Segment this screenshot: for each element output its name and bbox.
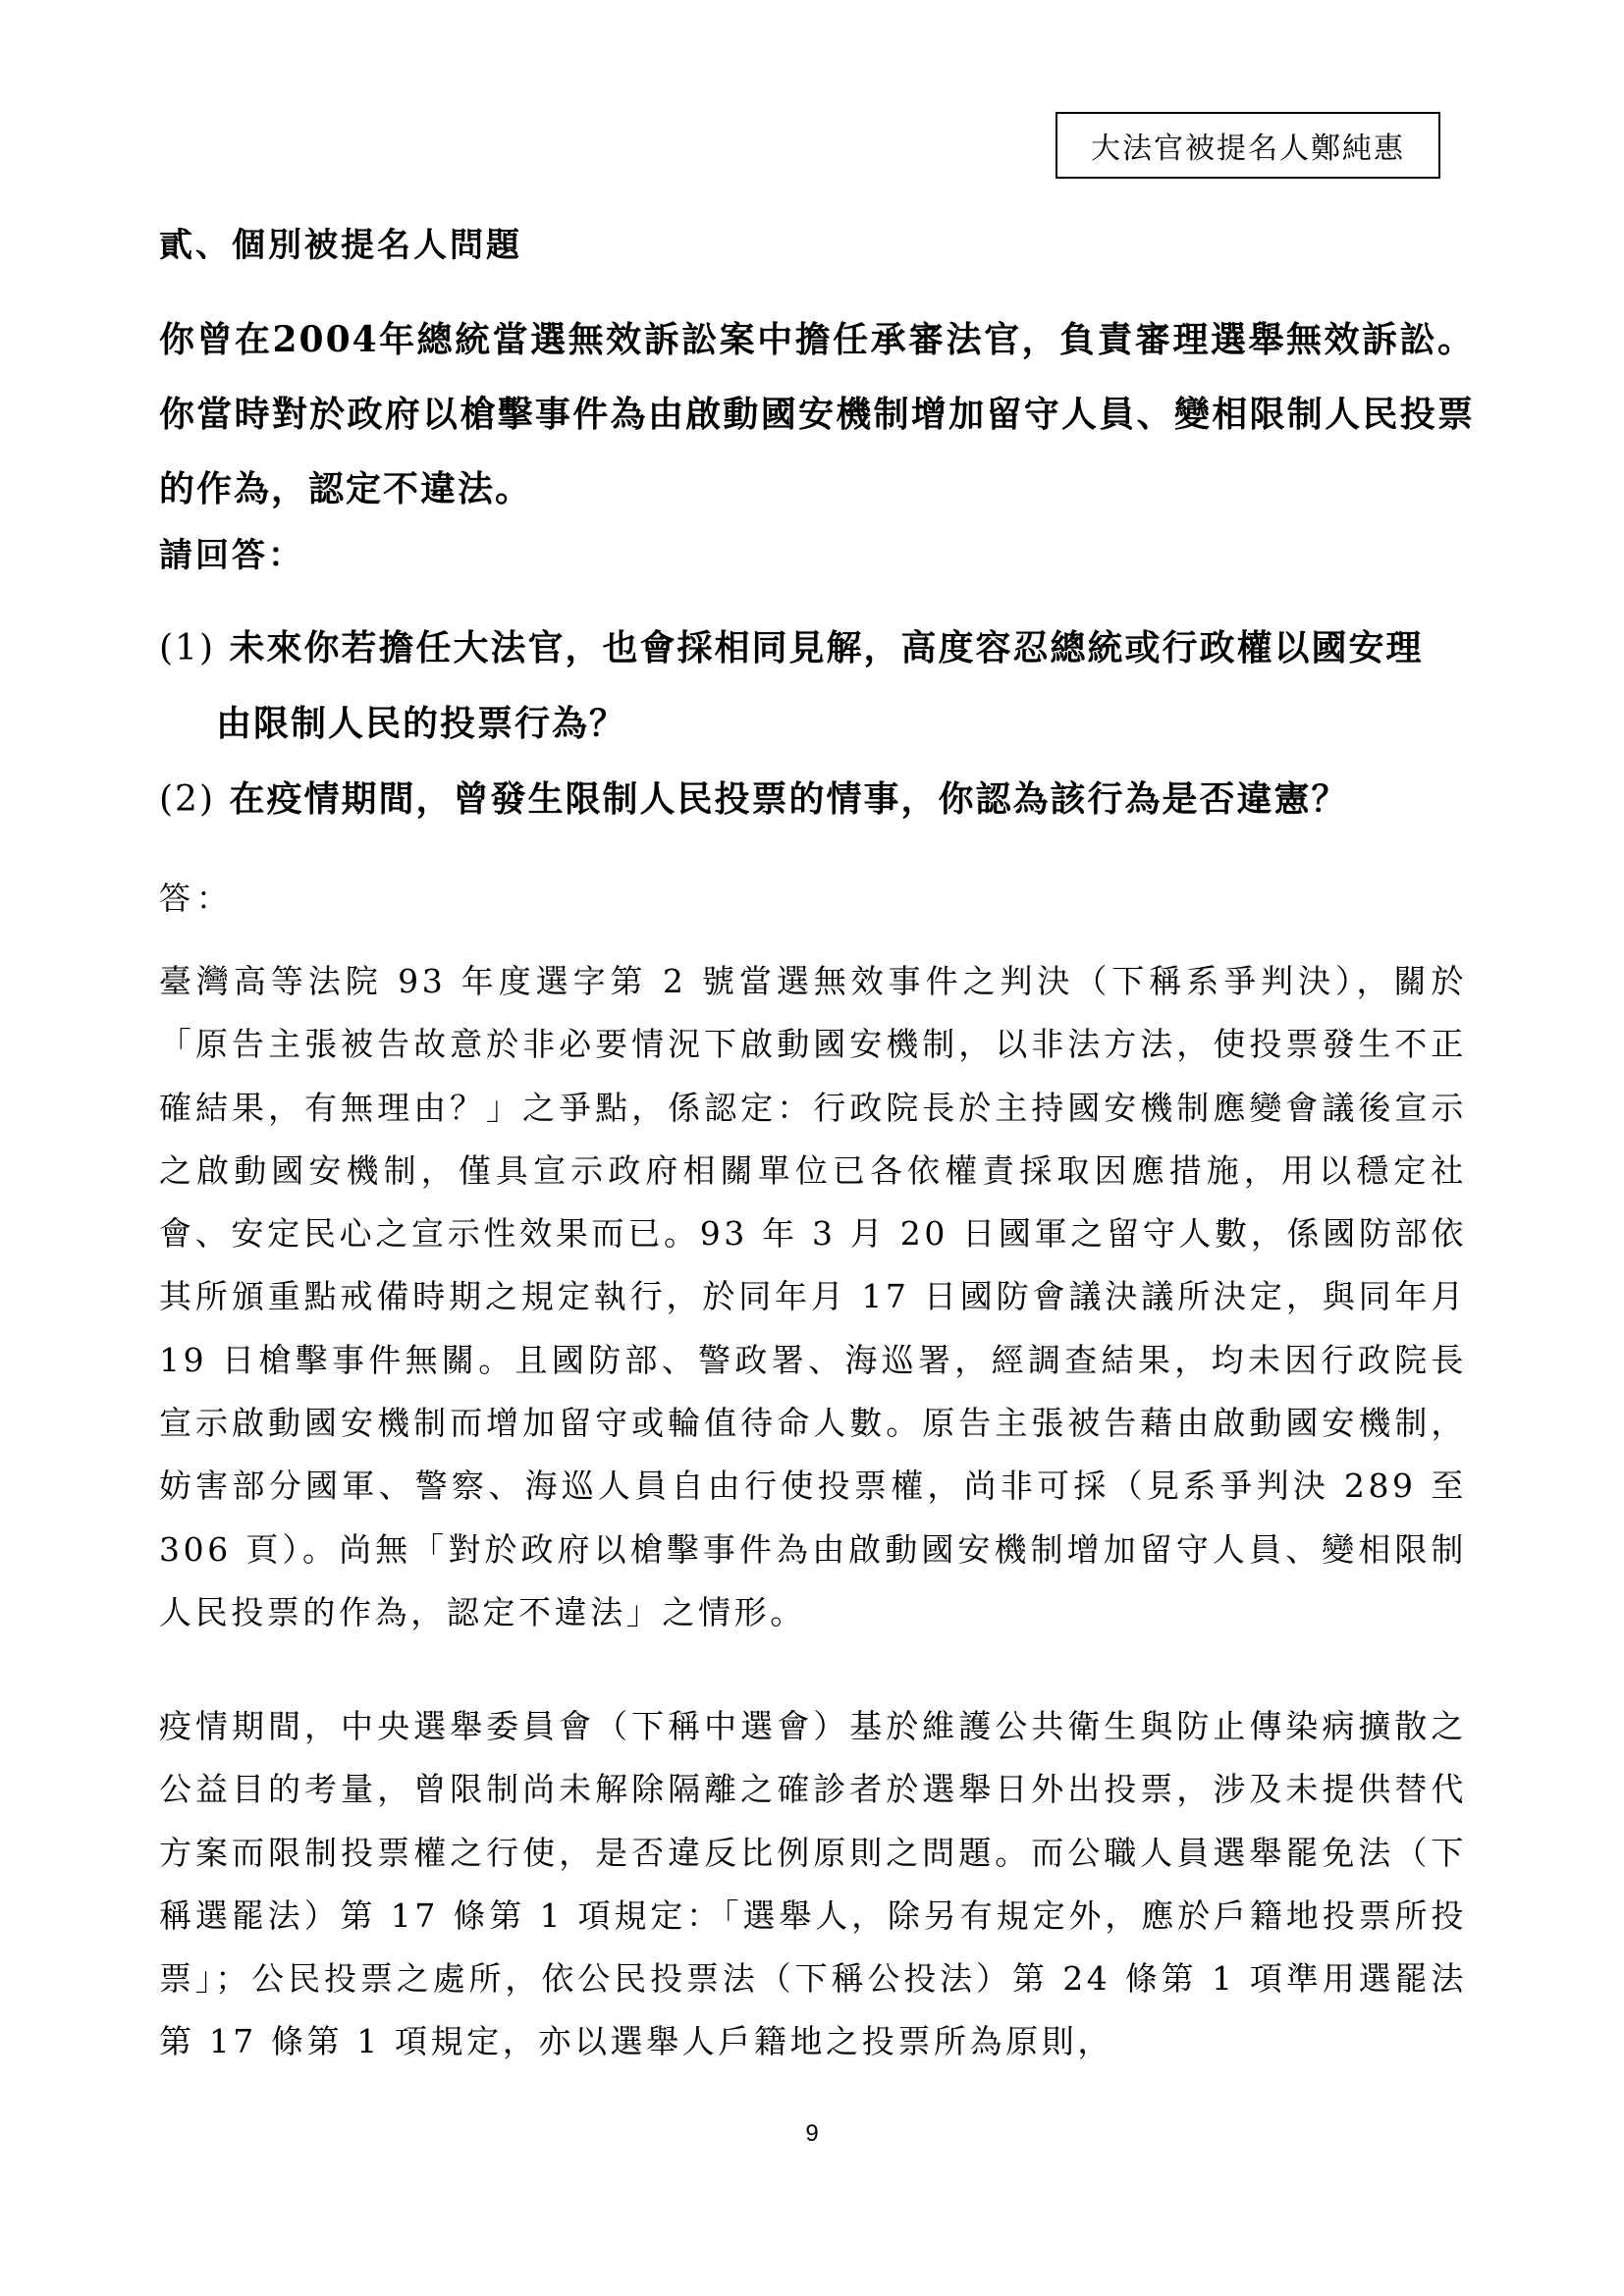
section-title: 貳、個別被提名人問題 (159, 226, 522, 265)
please-answer-heading: 請回答： (159, 536, 304, 575)
question-text-line1: 未來你若擔任大法官，也會採相同見解，高度容忍總統或行政權以國安理 (229, 627, 1424, 668)
question-text-line1: 在疫情期間，曾發生限制人民投票的情事，你認為該行為是否違憲？ (229, 778, 1349, 820)
question-text-line2: 由限制人民的投票行為？ (216, 703, 627, 744)
answer-label: 答： (159, 880, 235, 917)
nominee-header-box (1056, 112, 1440, 179)
page-number: 9 (805, 2120, 819, 2147)
answer-paragraph-2: 疫情期間，中央選舉委員會（下稱中選會）基於維護公共衛生與防止傳染病擴散之公益目的考量，曾限制尚未解除隔離之確診者於選舉日外出投票，涉及未提供替代方案而限制投票權之行使，是否違反比例原則之問題。而公職人員選舉罷免法（下稱選罷法）第 17 條第 1 項規定：「選舉人，除另有規定外，應於戶籍地投票所投票」；公民投票之處所，依公民投票法（下稱公投法）第 24 條第 1 項準用選罷法第 17 條第 1 項規定，亦以選舉人戶籍地之投票所為原則， (159, 1707, 1467, 2061)
question-number: (2) (159, 779, 215, 820)
question-intro: 你曾在2004年總統當選無效訴訟案中擔任承審法官，負責審理選舉無效訴訟。你當時對於政府以槍擊事件為由啟動國安機制增加留守人員、變相限制人民投票的作為，認定不違法。 (159, 319, 1475, 509)
question-number: (1) (159, 628, 215, 668)
answer-paragraph-1: 臺灣高等法院 93 年度選字第 2 號當選無效事件之判決（下稱系爭判決），關於「原告主張被告故意於非必要情況下啟動國安機制，以非法方法，使投票發生不正確結果，有無理由？」之爭點，係認定：行政院長於主持國安機制應變會議後宣示之啟動國安機制，僅具宣示政府相關單位已各依權責採取因應措施，用以穩定社會、安定民心之宣示性效果而已。93 年 3 月 20 日國軍之留守人數，係國防部依其所頒重點戒備時期之規定執行，於同年月 17 日國防會議決議所決定，與同年月 19 日槍擊事件無關。且國防部、警政署、海巡署，經調查結果，均未因行政院長宣示啟動國安機制而增加留守或輪值待命人數。原告主張被告藉由啟動國安機制，妨害部分國軍、警察、海巡人員自由行使投票權，尚非可採（見系爭判決 289 至 306 頁）。尚無「對於政府以槍擊事件為由啟動國安機制增加留守人員、變相限制人民投票的作為，認定不違法」之情形。 (159, 962, 1467, 1631)
question-item-2 (159, 762, 1475, 837)
nominee-label: 大法官被提名人鄭純惠 (1091, 132, 1405, 166)
question-item-1 (159, 611, 1475, 761)
